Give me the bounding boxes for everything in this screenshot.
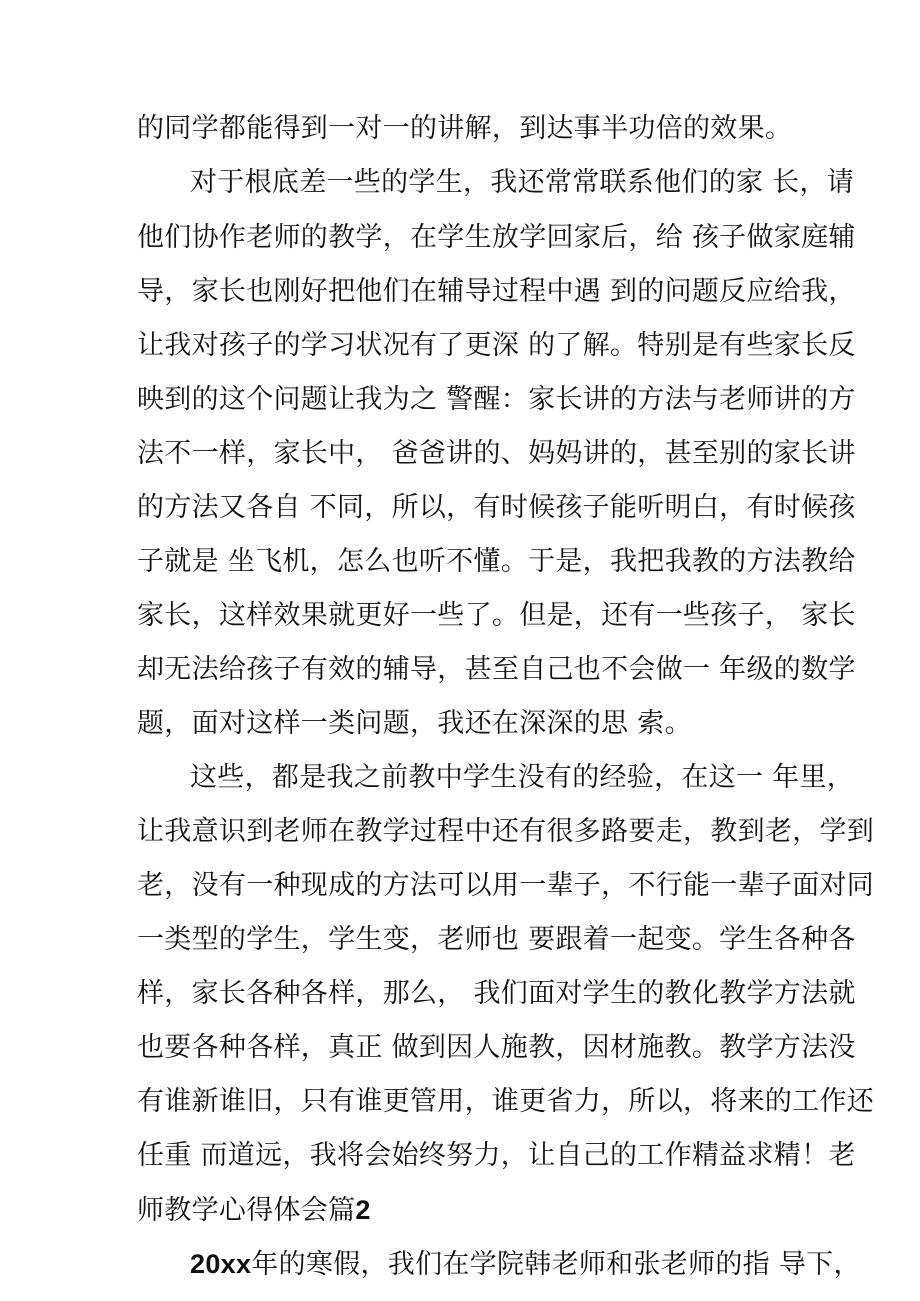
text-line-17: 样，家长各种各样，那么， 我们面对学生的教化教学方法就 <box>137 978 856 1009</box>
text-line-11: 却无法给孩子有效的辅导，甚至自己也不会做一 年级的数学 <box>137 654 856 685</box>
text-line-15: 老，没有一种现成的方法可以用一辈子，不行能一辈子面对同 <box>137 870 875 901</box>
text-line-22-rest: 年的寒假，我们在学院韩老师和张老师的指 导下， <box>251 1249 861 1280</box>
text-line-8: 的方法又各自 不同，所以，有时候孩子能听明白，有时候孩 <box>137 492 856 523</box>
text-line-19: 有谁新谁旧，只有谁更管用，谁更省力，所以，将来的工作还 <box>137 1086 875 1117</box>
text-line-1: 的同学都能得到一对一的讲解，到达事半功倍的效果。 <box>137 113 793 144</box>
text-line-12: 题，面对这样一类问题，我还在深深的思 索。 <box>137 708 692 739</box>
text-line-10: 家长，这样效果就更好一些了。但是，还有一些孩子， 家长 <box>137 600 856 631</box>
text-line-2: 对于根底差一些的学生，我还常常联系他们的家 长，请 <box>190 167 855 198</box>
section-heading-number: 2 <box>355 1195 371 1225</box>
text-line-7: 法不一样，家长中， 爸爸讲的、妈妈讲的，甚至别的家长讲 <box>137 438 856 469</box>
section-heading <box>137 1190 827 1230</box>
text-line-20: 任重 而道远，我将会始终努力，让自己的工作精益求精！老 <box>137 1140 856 1171</box>
year-prefix: 20xx <box>190 1249 252 1279</box>
text-line-6: 映到的这个问题让我为之 警醒：家长讲的方法与老师讲的方 <box>137 384 856 415</box>
section-heading-text: 师教学心得体会篇 <box>137 1195 356 1226</box>
text-line-22 <box>190 1244 880 1284</box>
text-line-16: 一类型的学生，学生变，老师也 要跟着一起变。学生各种各 <box>137 924 856 955</box>
text-line-5: 让我对孩子的学习状况有了更深 的了解。特别是有些家长反 <box>137 330 856 361</box>
text-line-3: 他们协作老师的教学，在学生放学回家后，给 孩子做家庭辅 <box>137 222 856 253</box>
text-line-14: 让我意识到老师在教学过程中还有很多路要走，教到老，学到 <box>137 816 875 847</box>
text-line-4: 导，家长也刚好把他们在辅导过程中遇 到的问题反应给我， <box>137 276 856 307</box>
text-line-18: 也要各种各样，真正 做到因人施教，因材施教。教学方法没 <box>137 1032 856 1063</box>
text-line-9: 子就是 坐飞机，怎么也听不懂。于是，我把我教的方法教给 <box>137 546 856 577</box>
text-line-13: 这些，都是我之前教中学生没有的经验，在这一 年里， <box>190 762 855 793</box>
